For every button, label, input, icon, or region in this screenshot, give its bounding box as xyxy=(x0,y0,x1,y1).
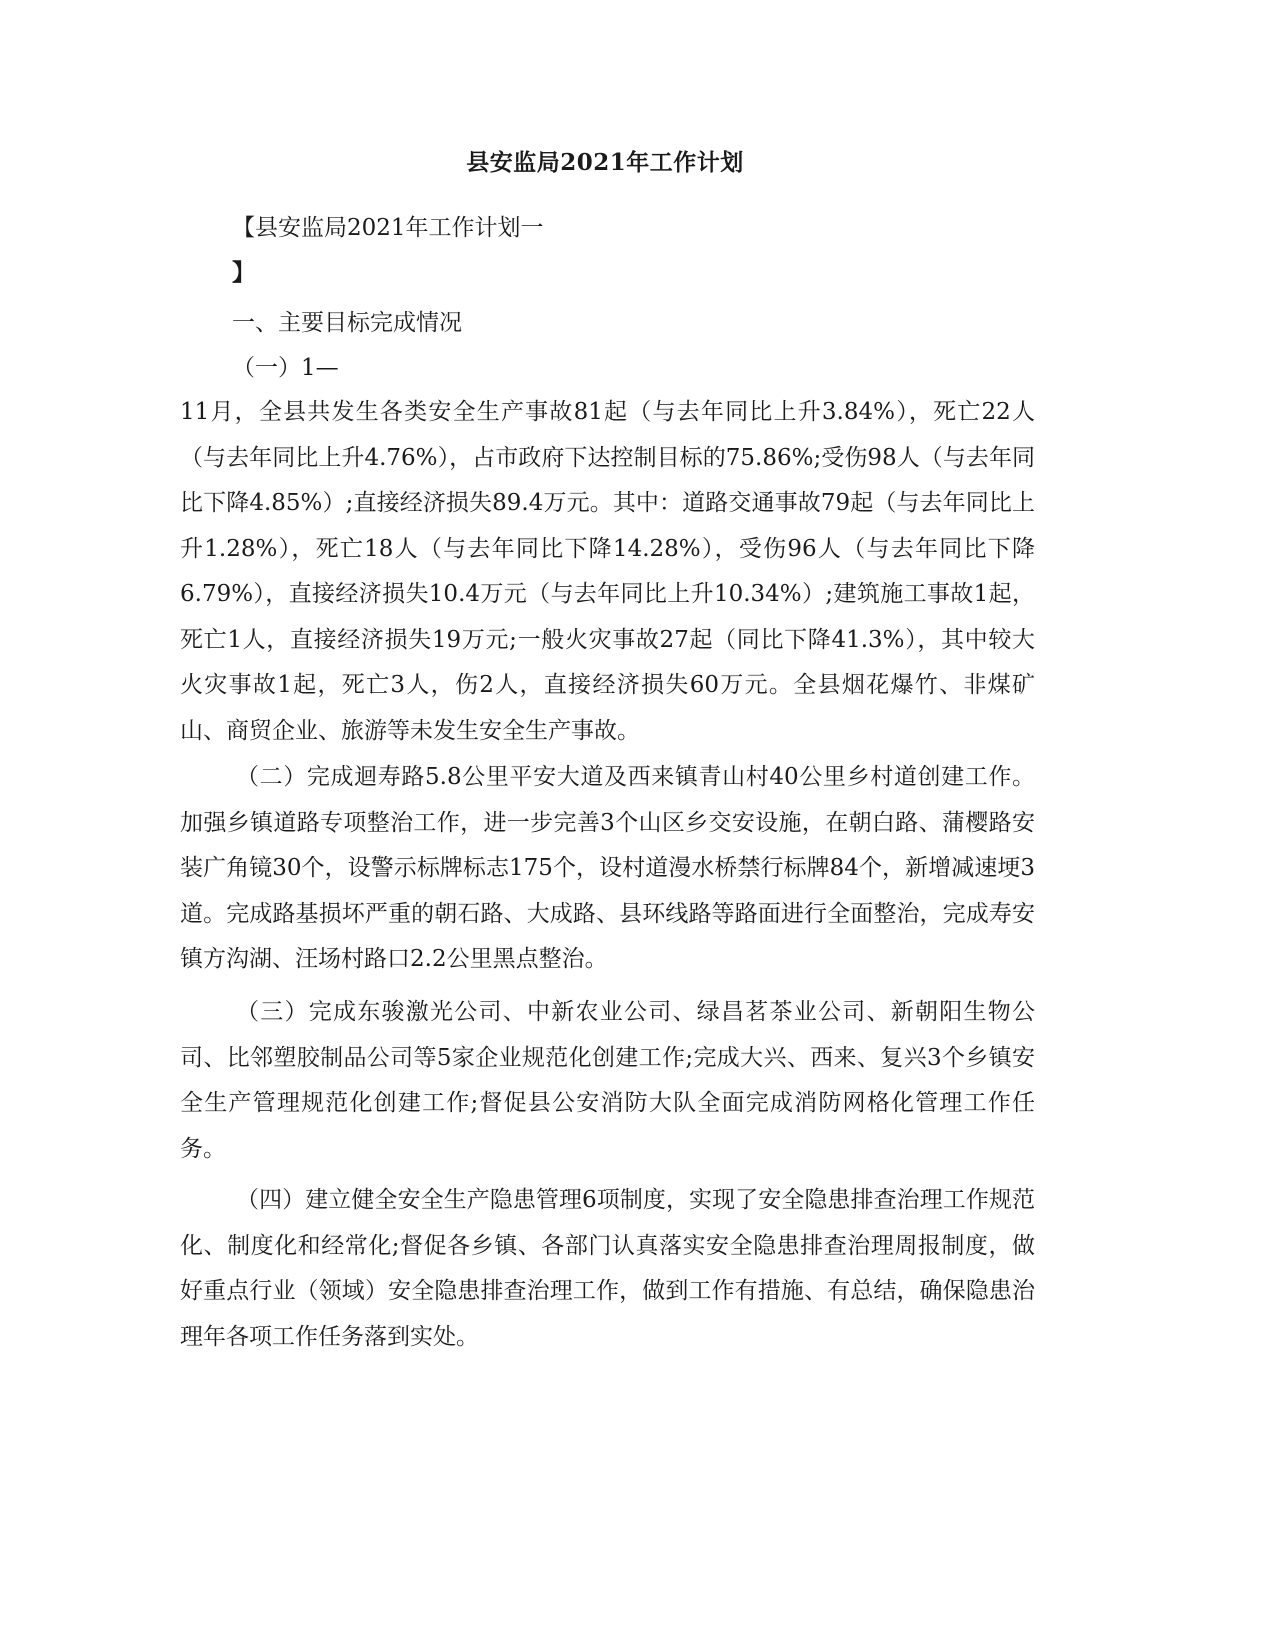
item-3-body: （三）完成东骏激光公司、中新农业公司、绿昌茗茶业公司、新朝阳生物公司、比邻塑胶制品公司等5家企业规范化创建工作;完成大兴、西来、复兴3个乡镇安全生产管理规范化创建工作;督促县公安消防大队全面完成消防网格化管理工作任务。 xyxy=(180,999,1035,1162)
item-2-body: （二）完成迴寿路5.8公里平安大道及西来镇青山村40公里乡村道创建工作。加强乡镇道路专项整治工作，进一步完善3个山区乡交安设施，在朝白路、蒲樱路安装广角镜30个，设警示标牌标志175个，设村道漫水桥禁行标牌84个，新增减速埂3道。完成路基损坏严重的朝石路、大成路、县环线路等路面进行全面整治，完成寿安镇方沟湖、汪场村路口2.2公里黑点整治。 xyxy=(180,764,1035,972)
item-1-paragraph xyxy=(180,390,1035,754)
item-2-paragraph xyxy=(180,755,1035,983)
document-title: 县安监局2021年工作计划 xyxy=(466,149,744,176)
section-heading: 一、主要目标完成情况 xyxy=(232,310,462,336)
item-1-label: （一）1— xyxy=(232,355,339,381)
subtitle-line-2: 】 xyxy=(232,259,255,286)
subtitle-line-1: 【县安监局2021年工作计划一 xyxy=(232,215,544,241)
item-4-body: （四）建立健全安全生产隐患管理6项制度，实现了安全隐患排查治理工作规范化、制度化和经常化;督促各乡镇、各部门认真落实安全隐患排查治理周报制度，做好重点行业（领域）安全隐患排查治理工作，做到工作有措施、有总结，确保隐患治理年各项工作任务落到实处。 xyxy=(180,1187,1035,1350)
item-1-body: 11月，全县共发生各类安全生产事故81起（与去年同比上升3.84%），死亡22人（与去年同比上升4.76%），占市政府下达控制目标的75.86%;受伤98人（与去年同比下降4.85%）;直接经济损失89.4万元。其中：道路交通事故79起（与去年同比上升1.28%），死亡18人（与去年同比下降14.28%），受伤96人（与去年同比下降6.79%），直接经济损失10.4万元（与去年同比上升10.34%）;建筑施工事故1起，死亡1人，直接经济损失19万元;一般火灾事故27起（同比下降41.3%），其中较大火灾事故1起，死亡3人，伤2人，直接经济损失60万元。全县烟花爆竹、非煤矿山、商贸企业、旅游等未发生安全生产事故。 xyxy=(180,399,1035,744)
item-4-paragraph xyxy=(180,1178,1035,1360)
item-3-paragraph xyxy=(180,990,1035,1172)
